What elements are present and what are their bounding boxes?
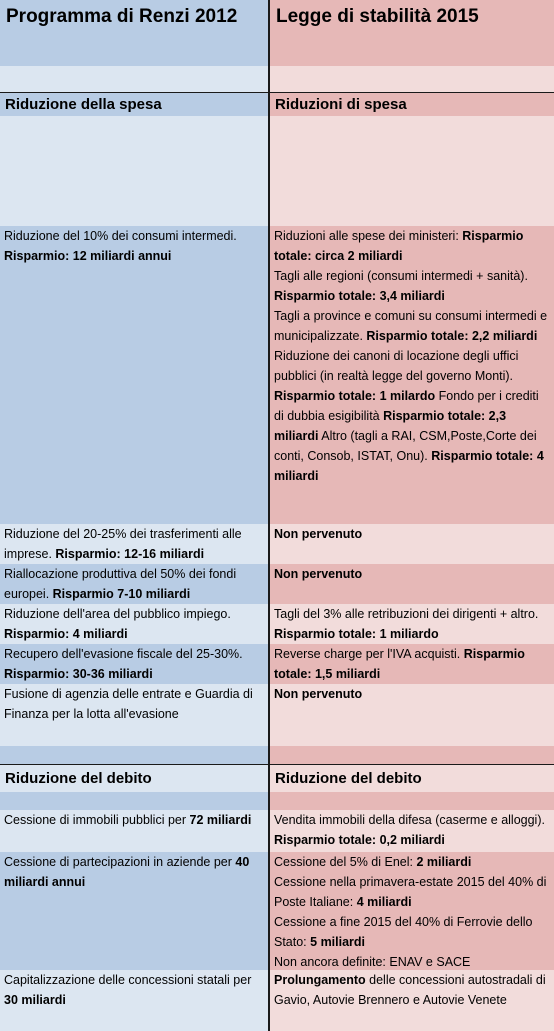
bold-text: 5 miliardi — [310, 935, 366, 949]
spacer-row — [0, 746, 554, 764]
bold-text: Risparmio: 4 miliardi — [4, 627, 128, 641]
text: Riduzione dell'area del pubblico impiego. — [4, 607, 231, 621]
header-right-title: Legge di stabilità 2015 — [268, 0, 554, 66]
spesa-row-3-left — [0, 604, 268, 644]
text: Fusione di agenzia delle entrate e Guardia di Finanza per la lotta all'evasione — [4, 687, 253, 721]
table-row — [0, 564, 554, 604]
spesa-heading-row — [0, 92, 554, 116]
spesa-row-3-right — [268, 604, 554, 644]
bold-text: Risparmio 7-10 miliardi — [52, 587, 191, 601]
text: Riduzioni alle spese dei ministeri: — [274, 229, 463, 243]
bold-text: Risparmio: 30-36 miliardi — [4, 667, 153, 681]
table-row — [0, 684, 554, 746]
spesa-row-1-right — [268, 524, 554, 564]
debito-row-2-left — [0, 970, 268, 1031]
debito-row-1-left — [0, 852, 268, 970]
debito-right-heading: Riduzione del debito — [268, 764, 554, 792]
spacer-row — [0, 66, 554, 92]
table-row — [0, 644, 554, 684]
spesa-row-0-left — [0, 226, 268, 524]
text: Capitalizzazione delle concessioni statali per — [4, 973, 252, 987]
text: Riallocazione produttiva del 50% dei fondi europei. — [4, 567, 237, 601]
spacer-row — [0, 116, 554, 226]
text: Cessione di immobili pubblici per — [4, 813, 190, 827]
text: Tagli alle regioni (consumi intermedi + sanità). — [274, 269, 528, 283]
text: Cessione a fine 2015 del 40% di Ferrovie dello Stato: — [274, 915, 533, 949]
bold-text: 40 miliardi annui — [4, 855, 250, 889]
text: Non ancora definite: ENAV e SACE — [274, 955, 471, 969]
text: Altro (tagli a RAI, CSM,Poste,Corte dei conti, Consob, ISTAT, Onu). — [274, 429, 537, 463]
table-row — [0, 810, 554, 852]
spesa-left-heading: Riduzione della spesa — [0, 92, 268, 116]
spesa-row-4-left — [0, 644, 268, 684]
bold-text: Risparmio totale: 0,2 miliardi — [274, 833, 445, 847]
spesa-row-5-left — [0, 684, 268, 746]
bold-text: 4 miliardi — [356, 895, 412, 909]
debito-heading-row — [0, 764, 554, 792]
text: Cessione di partecipazioni in aziende per — [4, 855, 236, 869]
bold-text: Non pervenuto — [274, 687, 363, 701]
header-left-title: Programma di Renzi 2012 — [0, 0, 268, 66]
bold-text: Risparmio totale: 1,5 miliardi — [274, 647, 525, 681]
table-row — [0, 226, 554, 524]
bold-text: Non pervenuto — [274, 567, 363, 581]
bold-text: Risparmio: 12-16 miliardi — [55, 547, 205, 561]
bold-text: Risparmio totale: 2,2 miliardi — [366, 329, 538, 343]
bold-text: Non pervenuto — [274, 527, 363, 541]
text: Vendita immobili della difesa (caserme e alloggi). — [274, 813, 545, 827]
spesa-row-4-right — [268, 644, 554, 684]
table-row — [0, 524, 554, 564]
bold-text: Prolungamento — [274, 973, 366, 987]
debito-row-0-left — [0, 810, 268, 852]
spesa-row-1-left — [0, 524, 268, 564]
bold-text: Risparmio totale: 1 milardo — [274, 389, 436, 403]
debito-row-1-right — [268, 852, 554, 970]
text: Fondo per i crediti di dubbia esigibilità — [274, 389, 539, 423]
spesa-row-5-right — [268, 684, 554, 746]
spesa-row-2-right — [268, 564, 554, 604]
bold-text: Risparmio totale: circa 2 miliardi — [274, 229, 524, 263]
text: Reverse charge per l'IVA acquisti. — [274, 647, 464, 661]
bold-text: Risparmio totale: 3,4 miliardi — [274, 289, 445, 303]
bold-text: Risparmio totale: 1 miliardo — [274, 627, 439, 641]
spesa-right-heading: Riduzioni di spesa — [268, 92, 554, 116]
spesa-row-2-left — [0, 564, 268, 604]
text: Riduzione del 20-25% dei trasferimenti alle imprese. — [4, 527, 242, 561]
bold-text: Risparmio totale: 2,3 miliardi — [274, 409, 507, 443]
text: Tagli del 3% alle retribuzioni dei dirigenti + altro. — [274, 607, 539, 621]
table-row — [0, 852, 554, 970]
spesa-row-0-right — [268, 226, 554, 524]
text: Cessione del 5% di Enel: — [274, 855, 417, 869]
header-row — [0, 0, 554, 66]
bold-text: Risparmio: 12 miliardi annui — [4, 249, 172, 263]
text: Recupero dell'evasione fiscale del 25-30%. — [4, 647, 243, 661]
spacer-row — [0, 792, 554, 810]
text: delle concessioni autostradali di Gavio, Autovie Brennero e Autovie Venete — [274, 973, 546, 1007]
text: Cessione nella primavera-estate 2015 del 40% di Poste Italiane: — [274, 875, 547, 909]
debito-row-2-right — [268, 970, 554, 1031]
debito-row-0-right — [268, 810, 554, 852]
bold-text: 2 miliardi — [416, 855, 472, 869]
text: Riduzione dei canoni di locazione degli uffici pubblici (in realtà legge del governo Monti). — [274, 349, 519, 383]
table-row — [0, 970, 554, 1031]
debito-left-heading: Riduzione del debito — [0, 764, 268, 792]
bold-text: 72 miliardi — [189, 813, 252, 827]
table-row — [0, 604, 554, 644]
bold-text: Risparmio totale: 4 miliardi — [274, 449, 544, 483]
text: Riduzione del 10% dei consumi intermedi. — [4, 229, 237, 243]
text: Tagli a province e comuni su consumi intermedi e municipalizzate. — [274, 309, 548, 343]
bold-text: 30 miliardi — [4, 993, 66, 1007]
